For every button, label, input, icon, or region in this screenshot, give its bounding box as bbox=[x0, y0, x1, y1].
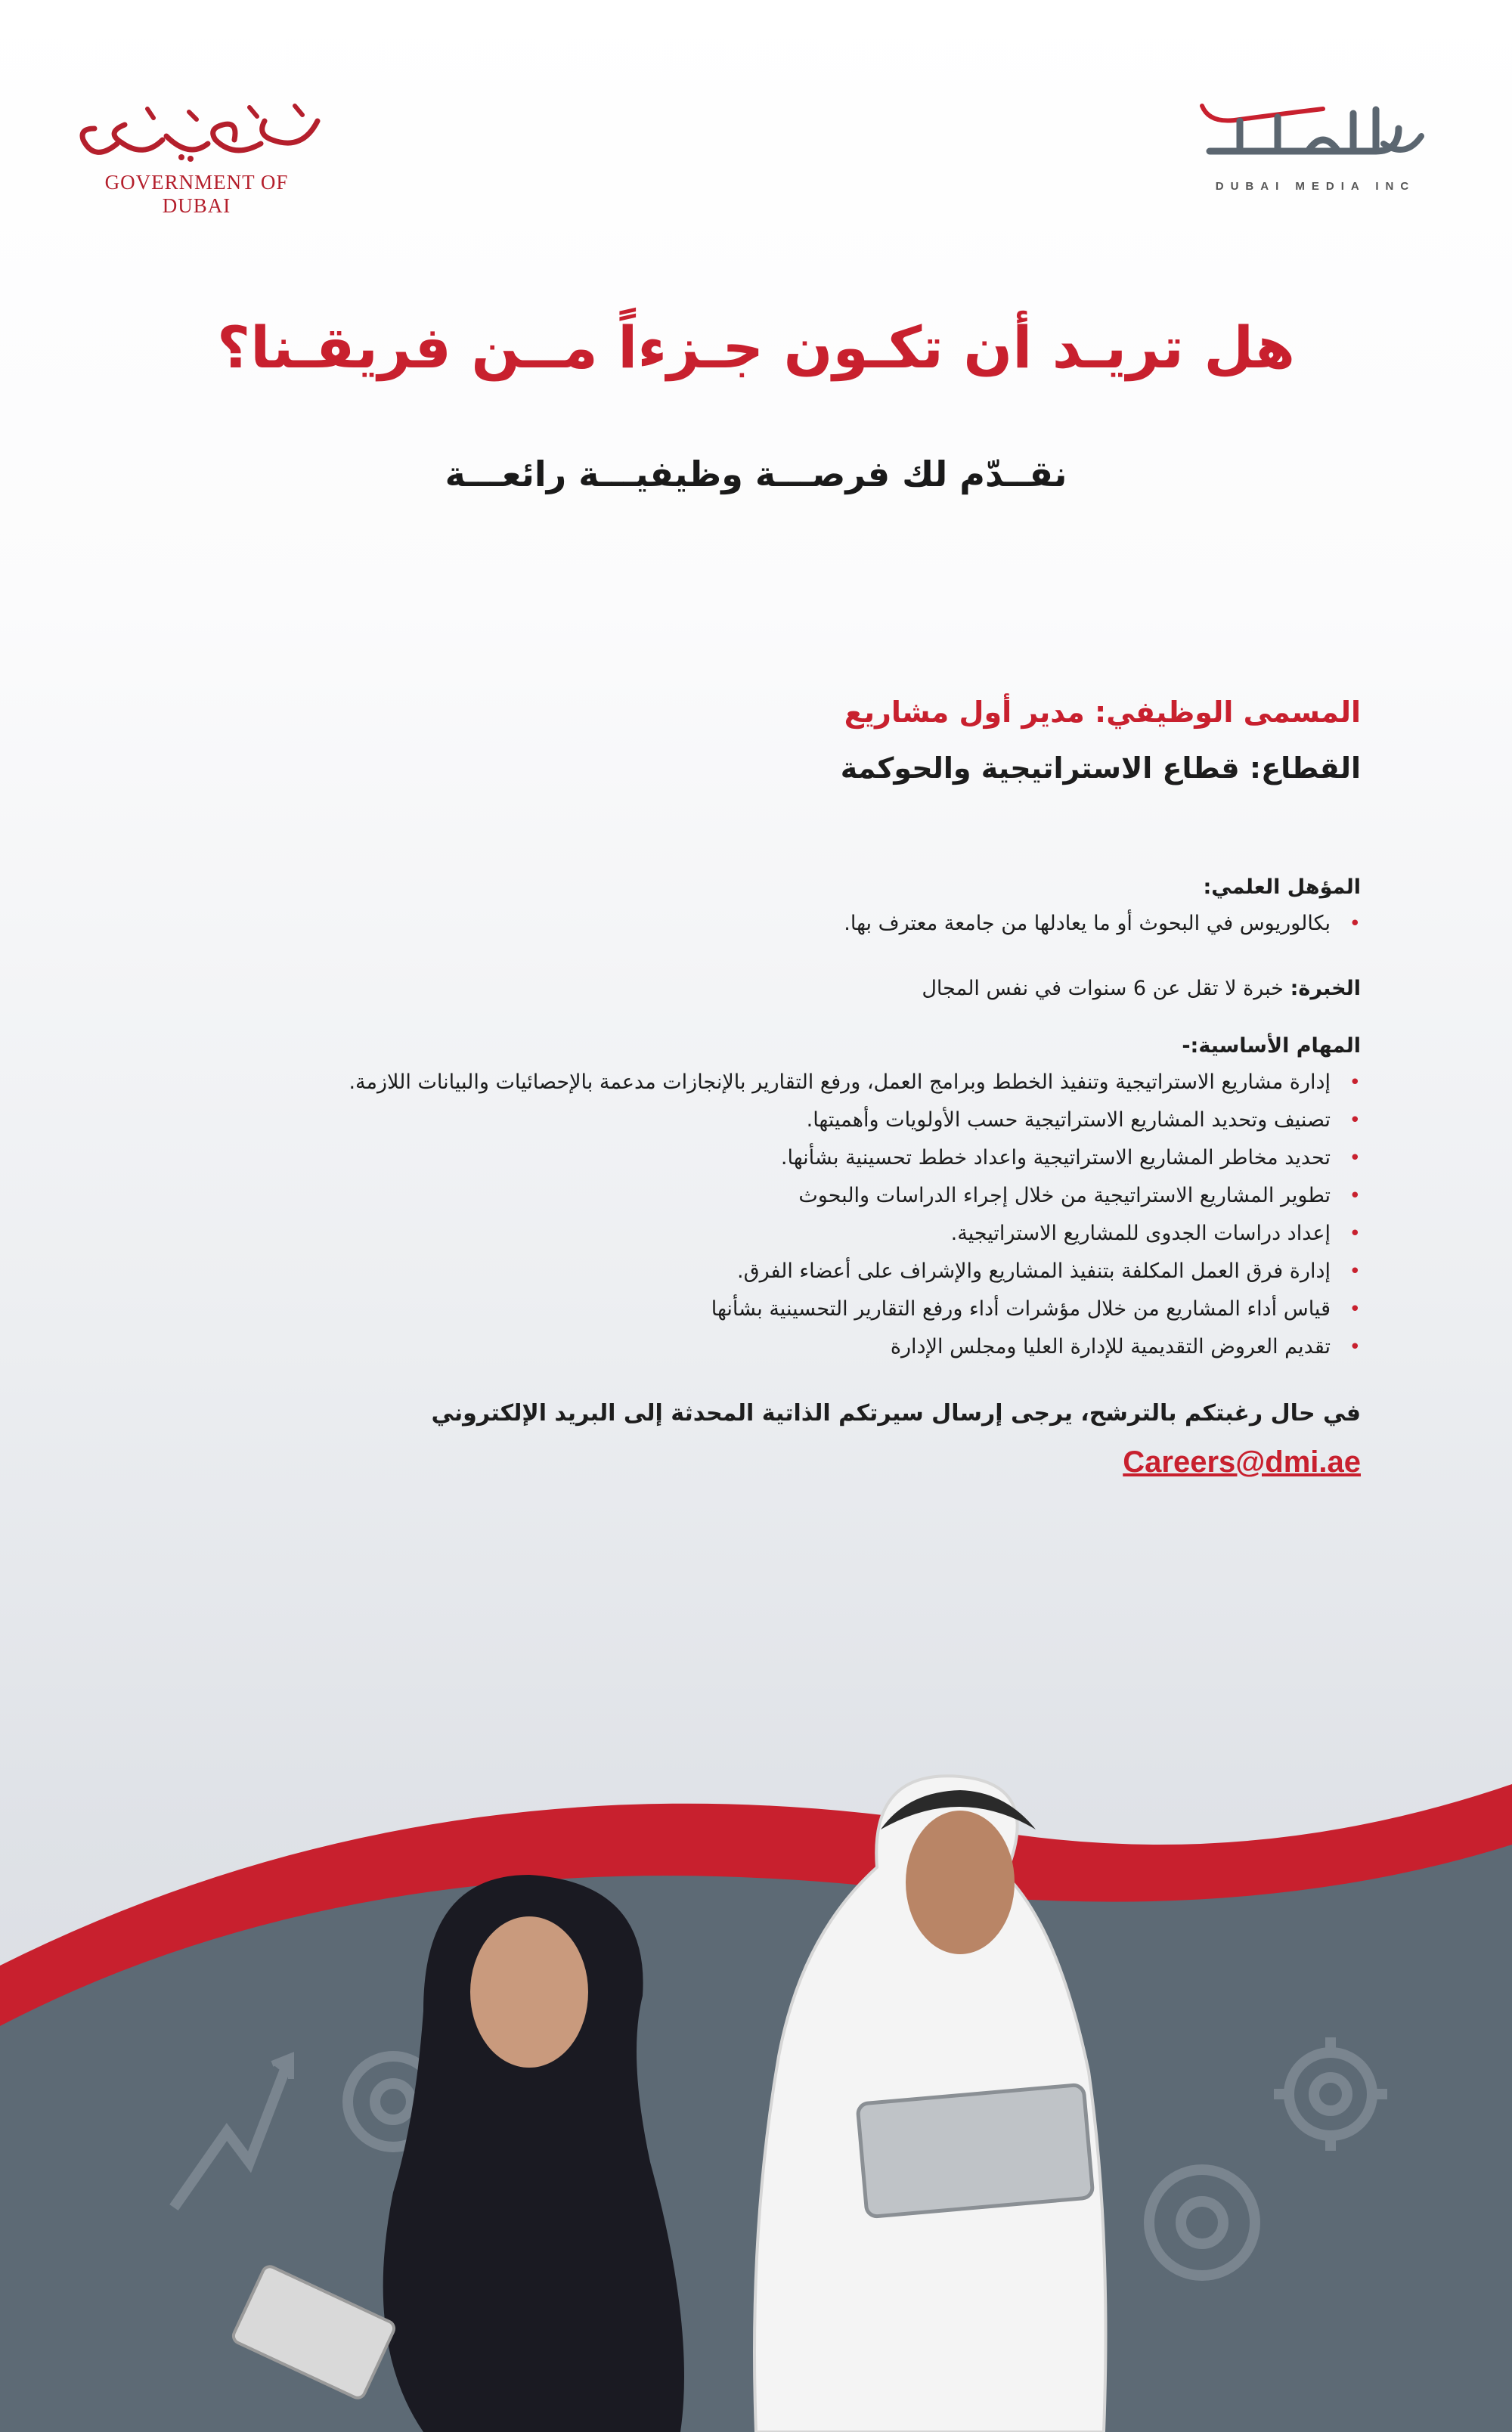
headline: هل تريـد أن تكـون جـزءاً مــن فريقـنا؟ bbox=[217, 314, 1295, 381]
gov-arabic-logotype bbox=[76, 98, 325, 166]
bullet-icon: • bbox=[1349, 1260, 1361, 1283]
tablet-device bbox=[857, 2084, 1093, 2217]
tasks-label: المهام الأساسية:- bbox=[1182, 1034, 1361, 1058]
list-item: • إدارة فرق العمل المكلفة بتنفيذ المشاريع والإشراف على أعضاء الفرق. bbox=[113, 1253, 1331, 1290]
subheadline: نقــدّم لك فرصـــة وظيفيـــة رائعـــة bbox=[445, 454, 1067, 494]
qualification-list bbox=[113, 905, 1361, 943]
list-item: • تحديد مخاطر المشاريع الاستراتيجية واعداد خطط تحسينية بشأنها. bbox=[113, 1139, 1331, 1177]
list-item: • قياس أداء المشاريع من خلال مؤشرات أداء ورفع التقارير التحسينية بشأنها bbox=[113, 1290, 1331, 1328]
experience-text: خبرة لا تقل عن 6 سنوات في نفس المجال bbox=[922, 977, 1284, 1000]
bullet-icon: • bbox=[1349, 912, 1361, 935]
bullet-icon: • bbox=[1349, 1336, 1361, 1359]
job-details bbox=[113, 696, 1361, 1479]
dmi-english-name: DUBAI MEDIA INC bbox=[1215, 180, 1416, 193]
experience-line bbox=[113, 977, 1361, 1000]
dmi-arabic-logotype bbox=[1194, 83, 1429, 166]
dubai-media-inc-logo bbox=[1194, 83, 1436, 204]
bullet-icon: • bbox=[1349, 1071, 1361, 1094]
list-item: • تقديم العروض التقديمية للإدارة العليا ومجلس الإدارة bbox=[113, 1328, 1331, 1366]
list-item: • إعداد دراسات الجدوى للمشاريع الاستراتيجية. bbox=[113, 1215, 1331, 1253]
footer-illustration bbox=[0, 1739, 1512, 2432]
tasks-list bbox=[113, 1064, 1361, 1366]
bullet-icon: • bbox=[1349, 1185, 1361, 1207]
list-item: • بكالوريوس في البحوث أو ما يعادلها من جامعة معترف بها. bbox=[113, 905, 1331, 943]
government-of-dubai-logo bbox=[68, 98, 325, 217]
list-item: • تصنيف وتحديد المشاريع الاستراتيجية حسب الأولويات وأهميتها. bbox=[113, 1101, 1331, 1139]
list-item: • إدارة مشاريع الاستراتيجية وتنفيذ الخطط وبرامج العمل، ورفع التقارير بالإنجازات مدعمة بالإحصائيات والبيانات اللازمة. bbox=[113, 1064, 1331, 1101]
list-item: • تطوير المشاريع الاستراتيجية من خلال إجراء الدراسات والبحوث bbox=[113, 1177, 1331, 1215]
apply-instructions: في حال رغبتكم بالترشح، يرجى إرسال سيرتكم الذاتية المحدثة إلى البريد الإلكتروني bbox=[431, 1400, 1361, 1427]
bullet-icon: • bbox=[1349, 1147, 1361, 1170]
careers-email-link[interactable]: Careers@dmi.ae bbox=[1123, 1445, 1361, 1479]
qualification-label: المؤهل العلمي: bbox=[1203, 875, 1361, 899]
job-title: المسمى الوظيفي: مدير أول مشاريع bbox=[844, 696, 1361, 729]
bullet-icon: • bbox=[1349, 1222, 1361, 1245]
bullet-icon: • bbox=[1349, 1109, 1361, 1132]
job-sector: القطاع: قطاع الاستراتيجية والحوكمة bbox=[840, 751, 1361, 785]
gov-english-name: GOVERNMENT OF DUBAI bbox=[104, 171, 289, 217]
experience-label: الخبرة: bbox=[1290, 977, 1361, 1000]
bullet-icon: • bbox=[1349, 1298, 1361, 1321]
